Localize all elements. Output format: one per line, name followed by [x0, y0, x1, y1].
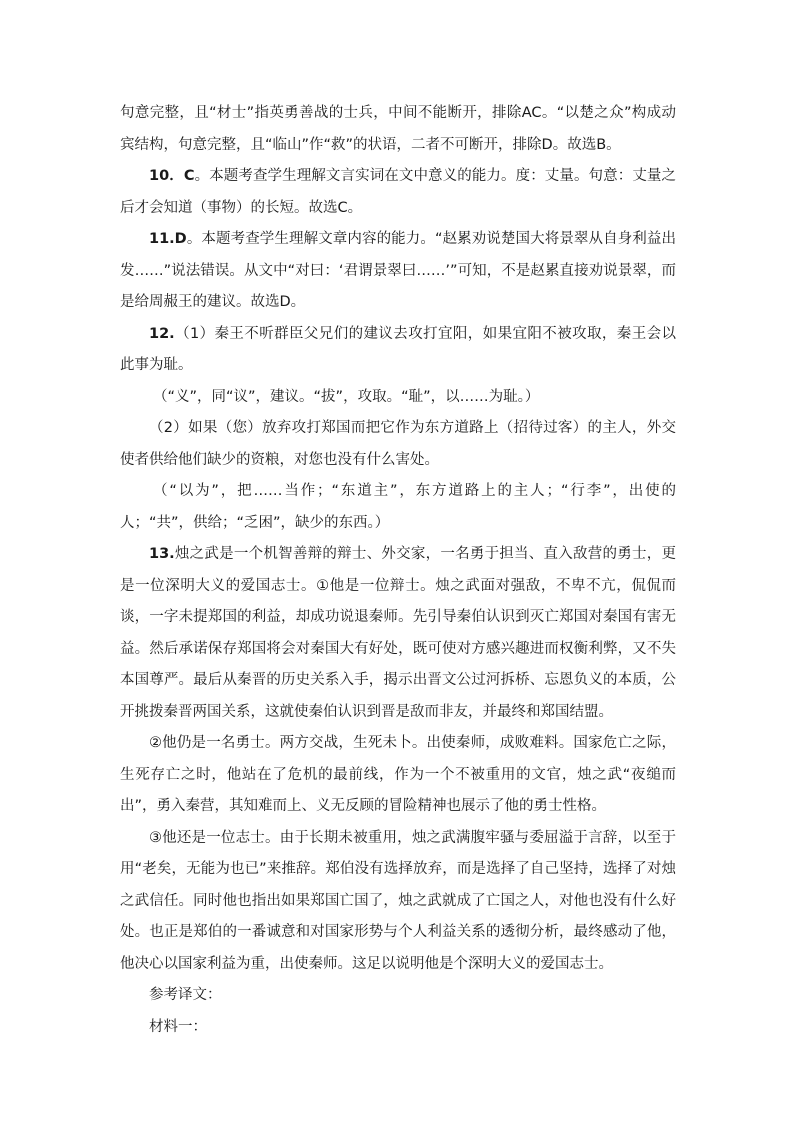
paragraph-text: 参考译文： [149, 987, 222, 1003]
paragraph-text: 烛之武是一个机智善辩的辩士、外交家，一名勇于担当、直入敌营的勇士，更是一位深明大义的爱国志士。①他是一位辩士。烛之武面对强敌，不卑不亢，侃侃而谈，一字未提郑国的利益，却成功说退秦师。先引导秦伯认识到灭亡郑国对秦国有害无益。然后承诺保存郑国将会对秦国大有好处，既可使对方感兴趣进而权衡利弊，又不失本国尊严。最后从秦晋的历史关系入手，揭示出晋文公过河拆桥、忘恩负义的本质，公开挑拨秦晋两国关系，这就使秦伯认识到晋是敌而非友，并最终和郑国结盟。 [120, 546, 676, 720]
question-number: 12. [149, 325, 175, 342]
paragraph-text: ②他仍是一名勇士。两方交战，生死未卜。出使秦师，成败难料。国家危亡之际，生死存亡之时，他站在了危机的最前线，作为一个不被重用的文官，烛之武“夜缒而出”，勇入秦营，其知难而上、义无反顾的冒险精神也展示了他的勇士性格。 [120, 735, 676, 814]
paragraph-text: （1）秦王不听群臣父兄们的建议去攻打宜阳，如果宜阳不被攻取，秦王会以此事为耻。 [120, 325, 676, 373]
answer-13-point-2 [120, 728, 676, 823]
question-number: 11.D [149, 231, 187, 247]
material-one-heading [120, 1012, 676, 1044]
paragraph-text: 句意完整，且“材士”指英勇善战的士兵，中间不能断开，排除AC。“以楚之众”构成动宾结构，句意完整，且“临山”作“救”的状语，二者不可断开，排除D。故选B。 [120, 105, 676, 153]
answer-9-continuation [120, 98, 676, 161]
question-number: 13. [149, 546, 175, 562]
paragraph-text: （2）如果（您）放弃攻打郑国而把它作为东方道路上（招待过客）的主人，外交使者供给他们缺少的资粮，对您也没有什么害处。 [120, 420, 676, 468]
answer-13 [120, 539, 676, 728]
paragraph-text: 。本题考查学生理解文言实词在文中意义的能力。度：丈量。句意：丈量之后才会知道（事物）的长短。故选C。 [120, 168, 677, 216]
answer-12-note-2 [120, 476, 676, 539]
answer-12-note-1 [120, 382, 676, 414]
translation-heading [120, 980, 676, 1012]
answer-12-part-1 [120, 319, 676, 382]
question-number: 10．C [149, 168, 195, 184]
paragraph-text: （“义”，同“议”，建议。“拔”，攻取。“耻”，以……为耻。） [153, 388, 540, 405]
answer-10 [120, 161, 676, 224]
answer-12-part-2 [120, 413, 676, 476]
answer-13-point-3 [120, 823, 676, 981]
paragraph-text: 材料一： [149, 1018, 207, 1035]
paragraph-text: 。本题考查学生理解文章内容的能力。“赵累劝说楚国大将景翠从自身利益出发……”说法错误。从文中“对曰：‘君谓景翠曰……’”可知，不是赵累直接劝说景翠，而是给周赧王的建议。故选D。 [120, 231, 676, 310]
answer-11 [120, 224, 676, 319]
document-body [120, 98, 676, 1043]
paragraph-text: （“以为”，把……当作；“东道主”，东方道路上的主人；“行李”，出使的人；“共”，供给；“乏困”，缺少的东西。） [120, 483, 676, 531]
paragraph-text: ③他还是一位志士。由于长期未被重用，烛之武满腹牢骚与委屈溢于言辞，以至于用“老矣，无能为也已”来推辞。郑伯没有选择放弃，而是选择了自己坚持，选择了对烛之武信任。同时他也指出如果郑国亡国了，烛之武就成了亡国之人，对他也没有什么好处。也正是郑伯的一番诚意和对国家形势与个人利益关系的透彻分析，最终感动了他，他决心以国家利益为重，出使秦师。这足以说明他是个深明大义的爱国志士。 [120, 829, 676, 972]
